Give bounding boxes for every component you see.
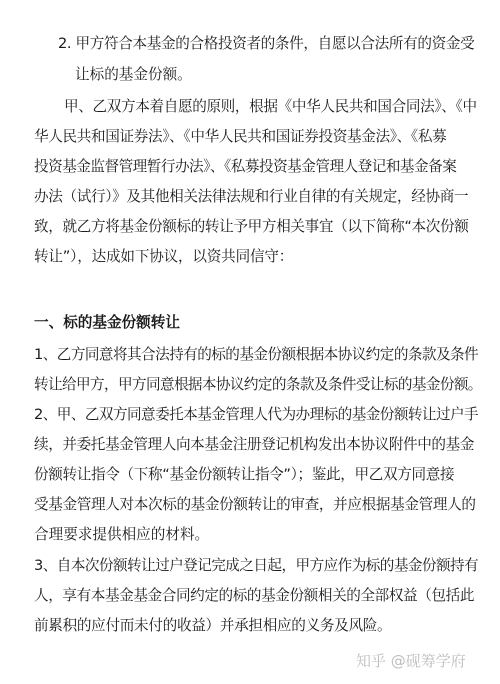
item-2-line-1: 2、甲、乙双方同意委托本基金管理人代为办理标的基金份额转让过户手 xyxy=(34,406,479,423)
preamble-line-4: 办法（试行）》及其他相关法律法规和行业自律的有关规定，经协商一 xyxy=(34,188,469,205)
clause-2-line-1: 2. 甲方符合本基金的合格投资者的条件，自愿以合法所有的资金受 xyxy=(58,35,475,52)
item-3-line-2: 人，享有本基金基金合同约定的标的基金份额相关的全部权益（包括此 xyxy=(34,587,475,604)
preamble-line-2: 华人民共和国证券法》、《中华人民共和国证券投资基金法》、《私募 xyxy=(34,128,447,145)
item-1-line-1: 1、乙方同意将其合法持有的标的基金份额根据本协议约定的条款及条件 xyxy=(34,346,479,363)
item-3-line-1: 3、自本次份额转让过户登记完成之日起，甲方应作为标的基金份额持有 xyxy=(34,557,479,574)
item-2-line-3: 份额转让指令（下称“基金份额转让指令”）；鉴此，甲乙双方同意接 xyxy=(34,466,455,483)
clause-2-line-2: 让标的基金份额。 xyxy=(75,66,192,83)
preamble-line-5: 致，就乙方将基金份额标的转让予甲方相关事宜（以下简称“本次份额 xyxy=(34,218,469,235)
preamble-line-3: 投资基金监督管理暂行办法》、《私募投资基金管理人登记和基金备案 xyxy=(34,158,457,175)
item-2-line-4: 受基金管理人对本次标的基金份额转让的审查，并应根据基金管理人的 xyxy=(34,496,476,513)
item-3-line-3: 前累积的应付而未付的收益）并承担相应的义务及风险。 xyxy=(34,617,392,634)
item-1-line-2: 转让给甲方，甲方同意根据本协议约定的条款及条件受让标的基金份额。 xyxy=(34,376,482,393)
preamble-line-6: 转让”），达成如下协议，以资共同信守： xyxy=(34,248,294,265)
item-2-line-5: 合理要求提供相应的材料。 xyxy=(34,526,210,543)
section-heading: 一、标的基金份额转让 xyxy=(34,314,180,331)
preamble-line-1: 甲、乙双方本着自愿的原则，根据《中华人民共和国合同法》、《中 xyxy=(64,98,477,115)
zhihu-watermark: 知乎 @砚筹学府 xyxy=(356,652,466,670)
item-2-line-2: 续，并委托基金管理人向本基金注册登记机构发出本协议附件中的基金 xyxy=(34,436,475,453)
